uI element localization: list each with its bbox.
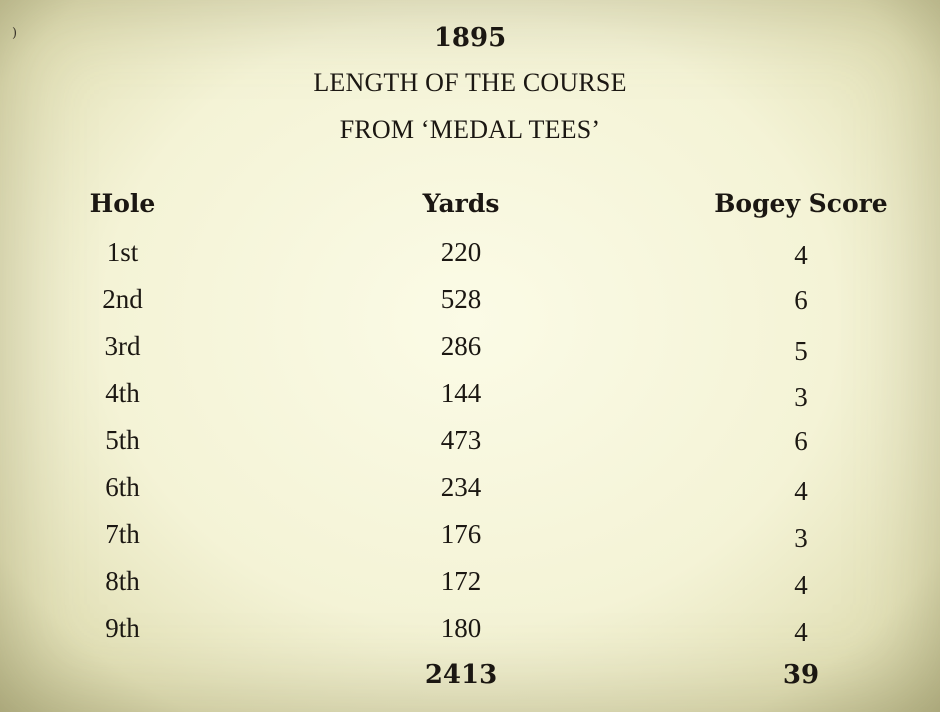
title-line-1: LENGTH OF THE COURSE: [313, 68, 627, 97]
stray-mark: ): [12, 26, 18, 41]
cell-yards: 286: [440, 331, 482, 361]
cell-yards: 528: [440, 284, 482, 314]
cell-hole: 8th: [105, 566, 140, 596]
title-year: 1895: [433, 23, 507, 53]
header-bogey-score: Bogey Score: [714, 189, 888, 218]
cell-yards: 176: [440, 519, 482, 549]
cell-bogey: 6: [794, 426, 808, 456]
title-line-2: FROM ‘MEDAL TEES’: [339, 115, 601, 144]
cell-hole: 3rd: [104, 331, 141, 361]
cell-bogey: 4: [794, 476, 808, 506]
cell-yards: 234: [440, 472, 482, 502]
cell-bogey: 3: [794, 382, 808, 412]
total-bogey-score: 39: [782, 660, 820, 690]
cell-yards: 220: [440, 237, 482, 267]
cell-yards: 180: [440, 613, 482, 643]
cell-bogey: 4: [794, 240, 808, 270]
cell-hole: 2nd: [102, 284, 143, 314]
cell-bogey: 6: [794, 285, 808, 315]
cell-hole: 4th: [105, 378, 140, 408]
cell-hole: 9th: [105, 613, 140, 643]
cell-bogey: 5: [794, 336, 808, 366]
cell-bogey: 4: [794, 570, 808, 600]
cell-bogey: 4: [794, 617, 808, 647]
cell-hole: 7th: [105, 519, 140, 549]
cell-hole: 1st: [106, 237, 139, 267]
cell-hole: 5th: [105, 425, 140, 455]
cell-yards: 473: [440, 425, 482, 455]
total-yards: 2413: [424, 660, 498, 690]
cell-hole: 6th: [105, 472, 140, 502]
cell-bogey: 3: [794, 523, 808, 553]
header-yards: Yards: [422, 189, 500, 218]
header-hole: Hole: [89, 189, 156, 218]
cell-yards: 172: [440, 566, 482, 596]
cell-yards: 144: [440, 378, 482, 408]
